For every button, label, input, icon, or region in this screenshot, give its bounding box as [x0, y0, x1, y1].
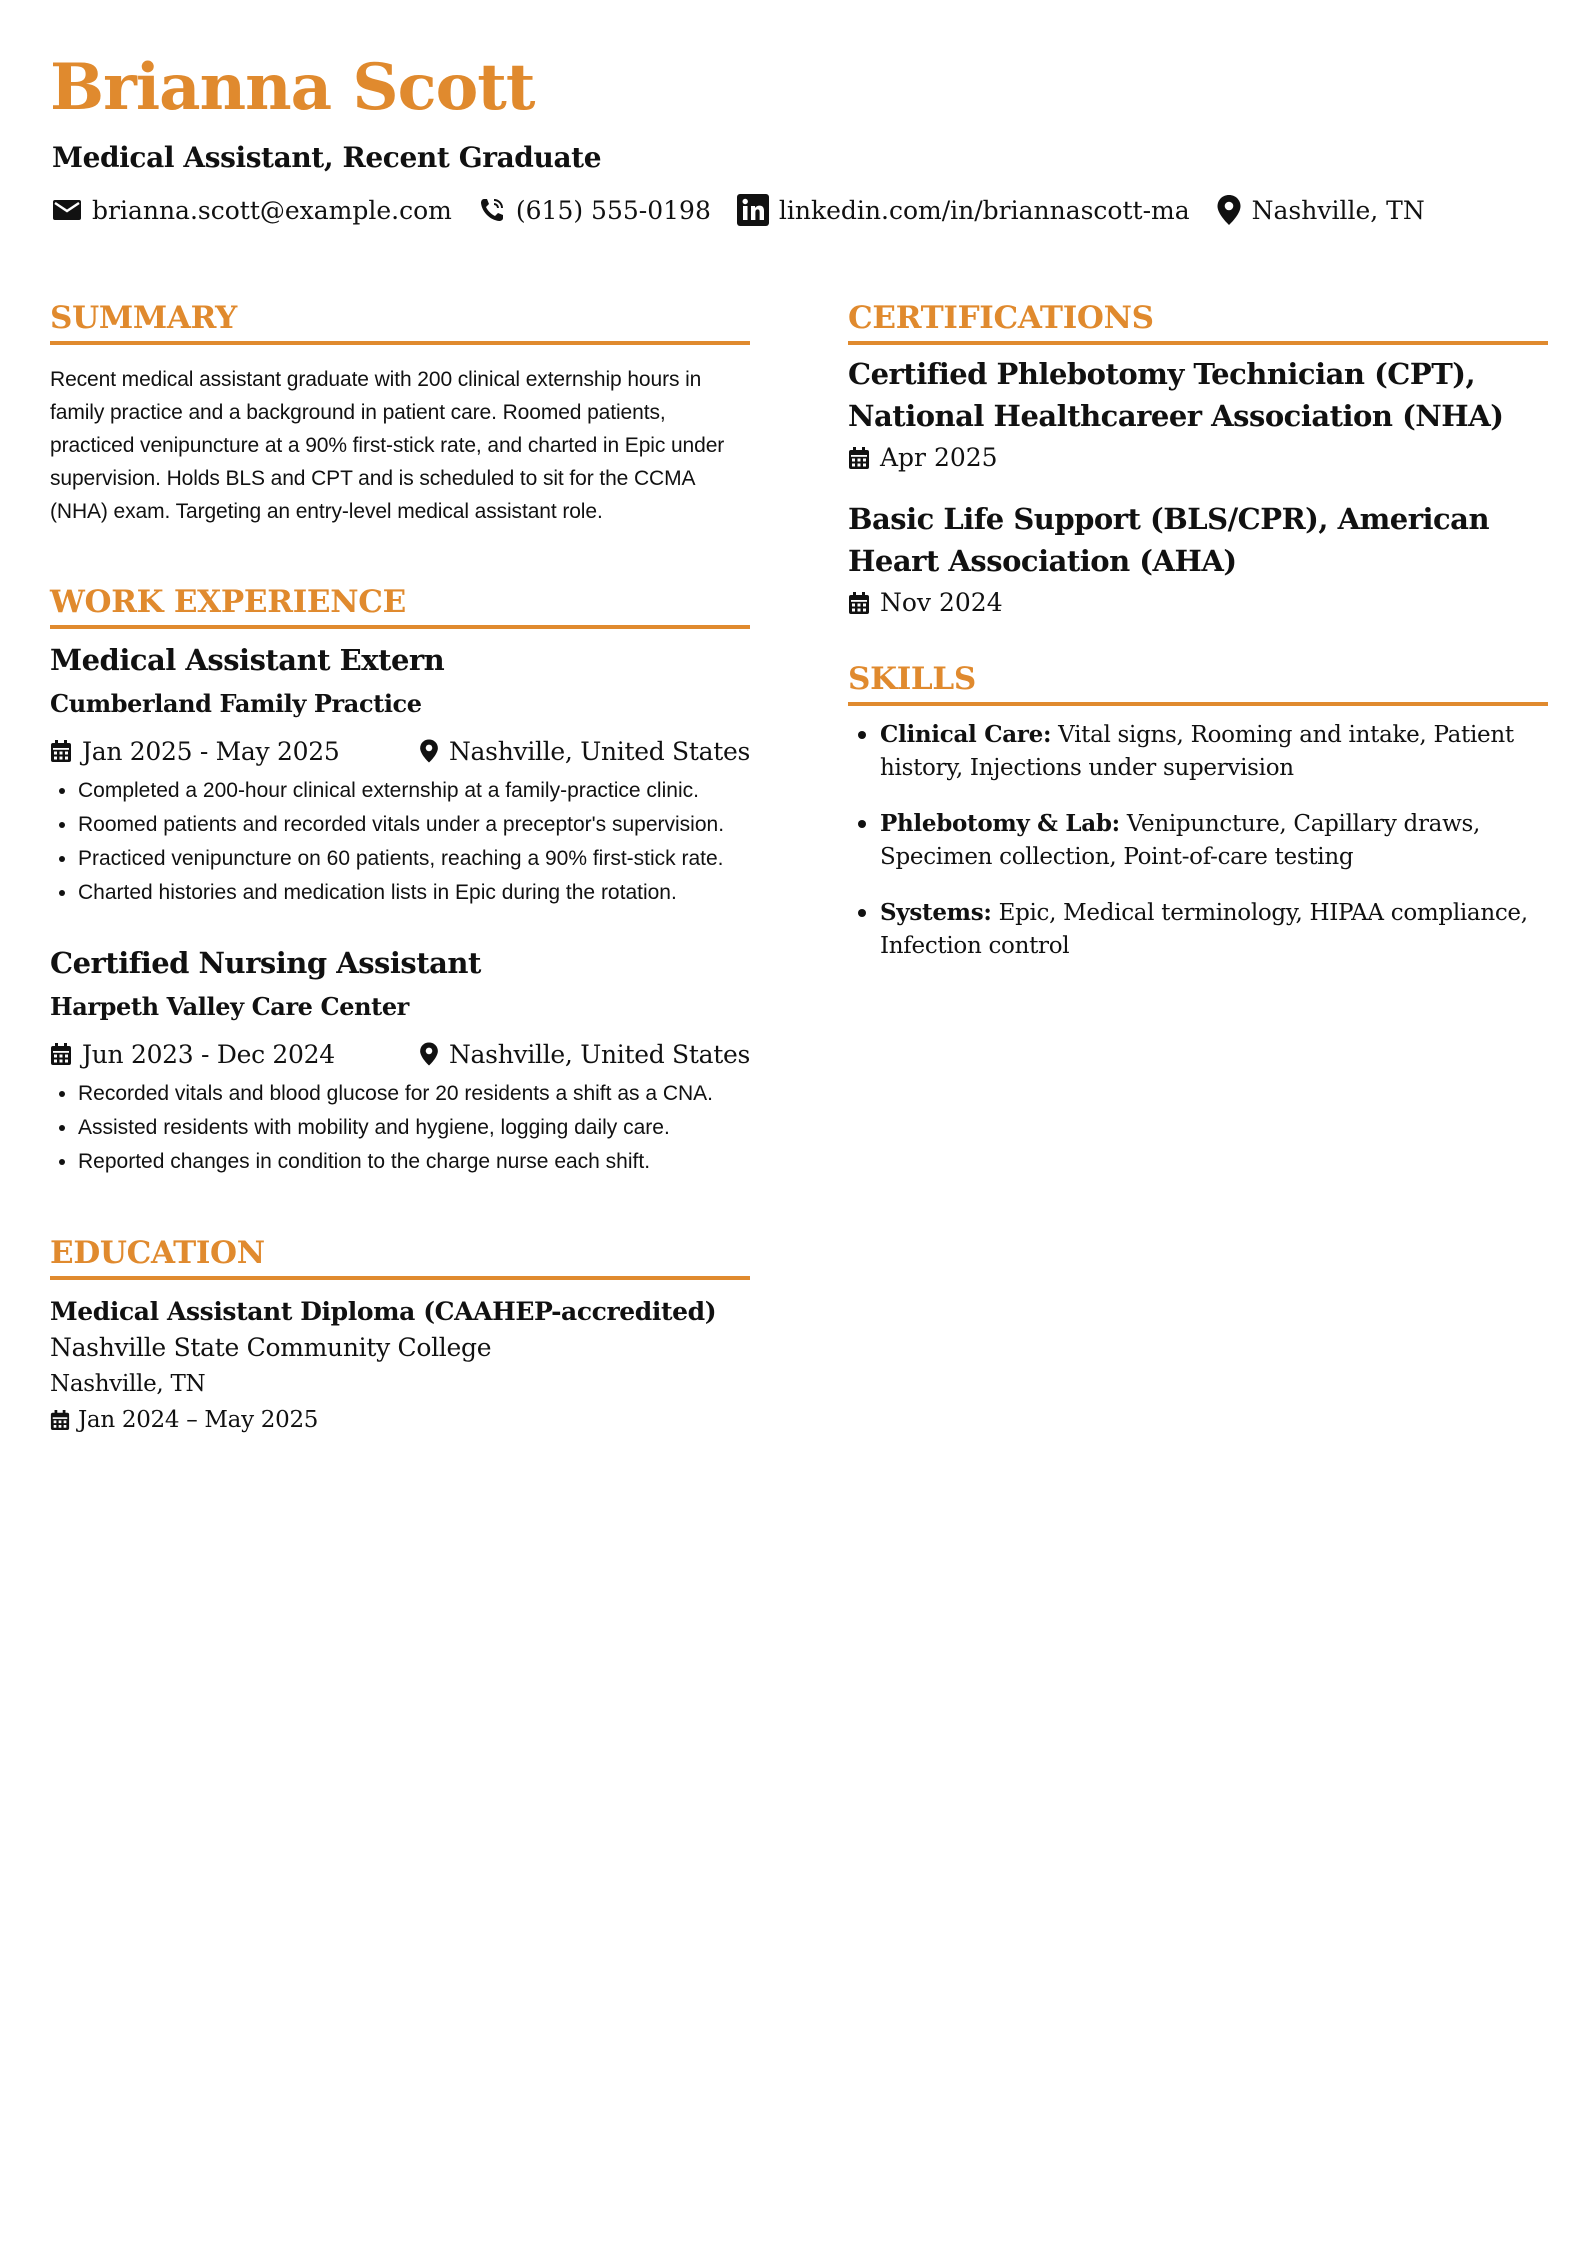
candidate-name: Brianna Scott	[50, 50, 535, 125]
skill-category: Phlebotomy & Lab:	[880, 810, 1120, 838]
job-location-text: Nashville, United States	[448, 736, 750, 766]
contact-location	[1216, 194, 1425, 226]
phone-text: (615) 555-0198	[515, 195, 711, 225]
certification-date	[848, 443, 1548, 472]
certifications-heading: CERTIFICATIONS	[848, 300, 1548, 345]
calendar-icon	[848, 446, 870, 470]
job-bullet: • Charted histories and medication lists in Epic during the rotation.	[78, 876, 750, 910]
certification-date	[848, 588, 1548, 617]
job-dates-text: Jun 2023 - Dec 2024	[82, 1039, 335, 1069]
skill-item	[880, 807, 1548, 874]
contact-phone[interactable]	[478, 196, 711, 225]
job-company: Cumberland Family Practice	[50, 689, 422, 719]
skill-values: Epic, Medical terminology, HIPAA compliance, Infection control	[880, 900, 1528, 960]
linkedin-icon	[737, 194, 769, 226]
certification-entry	[848, 353, 1548, 472]
certification-date-text: Apr 2025	[880, 443, 998, 473]
job-location	[419, 1040, 750, 1069]
linkedin-text: linkedin.com/in/briannascott-ma	[778, 195, 1190, 225]
job-dates	[50, 737, 339, 766]
certification-entry	[848, 498, 1548, 617]
map-pin-icon	[419, 1041, 439, 1067]
job-bullets	[50, 1077, 750, 1179]
job-bullets	[50, 774, 750, 910]
job-title: Certified Nursing Assistant	[50, 945, 481, 980]
education-location: Nashville, TN	[50, 1370, 206, 1397]
job-meta	[50, 737, 750, 766]
job-bullet: • Reported changes in condition to the charge nurse each shift.	[78, 1145, 750, 1179]
certification-title: Certified Phlebotomy Technician (CPT), National Healthcareer Association (NHA)	[848, 357, 1504, 434]
skills-list	[848, 718, 1548, 963]
calendar-icon	[50, 1042, 72, 1066]
education-school: Nashville State Community College	[50, 1332, 492, 1362]
job-bullet: • Completed a 200-hour clinical externship at a family-practice clinic.	[78, 774, 750, 808]
summary-text: Recent medical assistant graduate with 200 clinical externship hours in family practice and a background in patient care. Roomed patients, practiced venipuncture at a 90% first-stick rate, and charted in Epic under supervision. Holds BLS and CPT and is scheduled to sit for the CCMA (NHA) exam. Targeting an entry-level medical assistant role.	[50, 368, 725, 524]
education-section	[50, 1235, 750, 1438]
calendar-icon	[50, 1409, 70, 1431]
job-dates	[50, 1040, 335, 1069]
job-entry	[50, 946, 750, 1179]
skill-item	[880, 896, 1548, 963]
job-bullet: • Roomed patients and recorded vitals under a preceptor's supervision.	[78, 808, 750, 842]
job-company: Harpeth Valley Care Center	[50, 991, 409, 1021]
contact-email[interactable]	[52, 196, 452, 225]
skills-section	[848, 661, 1548, 963]
job-title: Medical Assistant Extern	[50, 643, 445, 678]
job-bullet: • Assisted residents with mobility and hygiene, logging daily care.	[78, 1111, 750, 1145]
certification-date-text: Nov 2024	[880, 588, 1003, 618]
phone-icon	[478, 196, 506, 224]
candidate-headline: Medical Assistant, Recent Graduate	[52, 141, 602, 174]
education-dates	[50, 1402, 750, 1438]
summary-heading: SUMMARY	[50, 300, 750, 345]
skill-category: Clinical Care:	[880, 721, 1052, 749]
job-location	[419, 737, 750, 766]
job-meta	[50, 1040, 750, 1069]
skill-category: Systems:	[880, 899, 992, 927]
skills-heading: SKILLS	[848, 661, 1548, 706]
summary-section	[50, 300, 750, 528]
education-heading: EDUCATION	[50, 1235, 750, 1280]
skill-values: Vital signs, Rooming and intake, Patient history, Injections under supervision	[880, 722, 1514, 782]
location-text: Nashville, TN	[1251, 195, 1425, 225]
education-degree: Medical Assistant Diploma (CAAHEP-accredited)	[50, 1296, 717, 1326]
education-dates-text: Jan 2024 – May 2025	[78, 1406, 319, 1433]
job-bullet: • Practiced venipuncture on 60 patients, reaching a 90% first-stick rate.	[78, 842, 750, 876]
contact-linkedin[interactable]	[737, 194, 1190, 226]
contact-bar	[52, 190, 1451, 230]
job-dates-text: Jan 2025 - May 2025	[82, 736, 340, 766]
calendar-icon	[50, 739, 72, 763]
job-bullet: • Recorded vitals and blood glucose for 20 residents a shift as a CNA.	[78, 1077, 750, 1111]
experience-section	[50, 584, 750, 1178]
job-entry	[50, 643, 750, 910]
map-pin-icon	[419, 738, 439, 764]
map-pin-icon	[1216, 194, 1242, 226]
envelope-icon	[52, 198, 82, 222]
experience-heading: WORK EXPERIENCE	[50, 584, 750, 629]
certifications-section	[848, 300, 1548, 617]
skill-item	[880, 718, 1548, 785]
skill-values: Venipuncture, Capillary draws, Specimen collection, Point-of-care testing	[880, 811, 1480, 871]
certification-title: Basic Life Support (BLS/CPR), American Heart Association (AHA)	[848, 502, 1490, 579]
calendar-icon	[848, 591, 870, 615]
email-text: brianna.scott@example.com	[92, 195, 452, 225]
job-location-text: Nashville, United States	[448, 1039, 750, 1069]
right-column	[848, 300, 1548, 985]
left-column	[50, 300, 750, 1438]
